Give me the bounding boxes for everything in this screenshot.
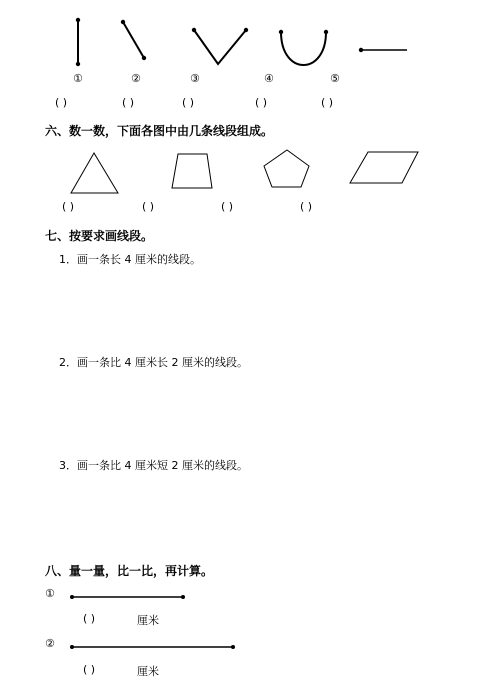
section6-heading: 六、数一数，下面各图中由几条线段组成。 [45, 124, 274, 138]
answer-blank-6-1[interactable]: ( ) [62, 200, 75, 213]
figure-slanted-segment [121, 20, 146, 60]
figure-u-curve [279, 30, 328, 65]
section8-marker-1: ① [45, 587, 55, 600]
circled-label-1: ① [73, 72, 83, 85]
shape-triangle [71, 153, 118, 193]
unit-label-2: 厘米 [137, 665, 159, 678]
answer-blank-6-4[interactable]: ( ) [300, 200, 313, 213]
shape-pentagon [264, 150, 309, 187]
measure-segment-1 [70, 595, 185, 599]
answer-blank-6-2[interactable]: ( ) [142, 200, 155, 213]
answer-blank-5-3[interactable]: ( ) [182, 96, 195, 109]
figure-vertical-segment [76, 18, 80, 66]
answer-blank-5-5[interactable]: ( ) [321, 96, 334, 109]
figure-v-angle [192, 28, 248, 64]
circled-label-2: ② [131, 72, 141, 85]
section7-item-2: 2．画一条比 4 厘米长 2 厘米的线段。 [59, 356, 248, 369]
answer-blank-5-4[interactable]: ( ) [255, 96, 268, 109]
answer-blank-6-3[interactable]: ( ) [221, 200, 234, 213]
circled-label-3: ③ [190, 72, 200, 85]
section8-marker-2: ② [45, 637, 55, 650]
shape-trapezoid [172, 154, 212, 188]
answer-blank-8-2[interactable]: ( ) [83, 663, 96, 676]
circled-label-5: ⑤ [330, 72, 340, 85]
answer-blank-5-1[interactable]: ( ) [55, 96, 68, 109]
section7-item-3: 3．画一条比 4 厘米短 2 厘米的线段。 [59, 459, 248, 472]
answer-blank-8-1[interactable]: ( ) [83, 612, 96, 625]
measure-segment-2 [70, 645, 235, 649]
answer-blank-5-2[interactable]: ( ) [122, 96, 135, 109]
section7-item-1: 1．画一条长 4 厘米的线段。 [59, 253, 201, 266]
unit-label-1: 厘米 [137, 614, 159, 627]
circled-label-4: ④ [264, 72, 274, 85]
section8-heading: 八、量一量，比一比，再计算。 [45, 564, 214, 578]
figure-horizontal-ray [359, 48, 407, 52]
shape-parallelogram [350, 152, 418, 183]
section7-heading: 七、按要求画线段。 [45, 229, 154, 243]
